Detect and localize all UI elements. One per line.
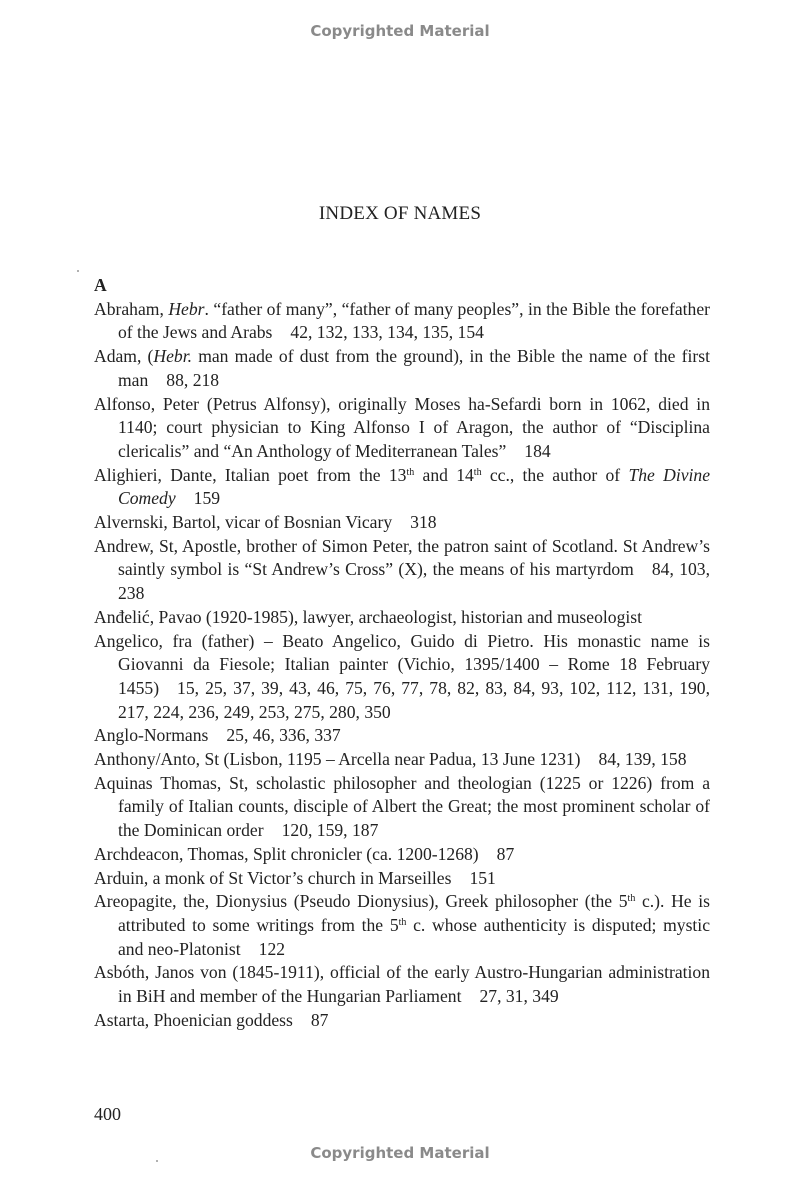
- page-refs: 42, 132, 133, 134, 135, 154: [290, 322, 484, 343]
- page-refs: 25, 46, 336, 337: [226, 725, 341, 746]
- index-entry: Adam, (Hebr. man made of dust from the ground), in the Bible the name of the first man 88, 218: [94, 346, 710, 390]
- index-entry: Arduin, a monk of St Victor’s church in Marseilles 151: [94, 867, 496, 888]
- page-title: INDEX OF NAMES: [318, 203, 482, 224]
- index-entry: Anđelić, Pavao (1920-1985), lawyer, archaeologist, historian and museologist: [94, 606, 642, 627]
- page-refs: 84, 139, 158: [598, 749, 687, 770]
- page-refs: 87: [310, 1009, 329, 1030]
- page-refs: 120, 159, 187: [281, 820, 379, 841]
- page-refs: 87: [496, 843, 515, 864]
- page-refs: 27, 31, 349: [479, 986, 559, 1007]
- copyright-watermark-bottom: Copyrighted Material: [310, 1144, 490, 1162]
- index-entry: Archdeacon, Thomas, Split chronicler (ca. 1200-1268) 87: [94, 843, 515, 864]
- index-entry: Anglo-Normans 25, 46, 336, 337: [94, 725, 341, 746]
- index-entry: Alvernski, Bartol, vicar of Bosnian Vicary 318: [94, 512, 437, 533]
- page-refs: 15, 25, 37, 39, 43, 46, 75, 76, 77, 78, 82, 83, 84, 93, 102, 112, 131, 190, 217, 224, 236, 249, 253, 275, 280, 350: [118, 677, 710, 722]
- page-refs: 88, 218: [166, 369, 220, 390]
- index-entry: Alighieri, Dante, Italian poet from the 13th and 14th cc., the author of The Divine Comedy 159: [94, 464, 711, 509]
- copyright-watermark-top: Copyrighted Material: [310, 22, 490, 40]
- page-refs: 122: [258, 938, 286, 959]
- page-refs: 159: [193, 488, 221, 509]
- page-refs: 318: [410, 512, 437, 533]
- index-entry: Areopagite, the, Dionysius (Pseudo Dionysius), Greek philosopher (the 5th c.). He is attributed to some writings from the 5th c. whose authenticity is disputed; mystic and neo-Platonist 122: [94, 891, 710, 959]
- index-entry: Abraham, Hebr. “father of many”, “father of many peoples”, in the Bible the forefather of the Jews and Arabs 42, 132, 133, 134, 135, 154: [94, 298, 710, 343]
- scan-speck: [77, 270, 79, 272]
- index-entry: Angelico, fra (father) – Beato Angelico, Guido di Pietro. His monastic name is Giovanni da Fiesole; Italian painter (Vichio, 1395/1400 – Rome 18 February 1455) 15, 25, 37, 39, 43, 46, 75, 76, 77, 78, 82, 83, 84, 93, 102, 112, 131, 190, 217, 224, 236, 249, 253, 275, 280, 350: [94, 630, 710, 722]
- page-refs: 151: [469, 867, 496, 888]
- index-entry: Aquinas Thomas, St, scholastic philosopher and theologian (1225 or 1226) from a family of Italian counts, disciple of Albert the Great; the most prominent scholar of the Dominican order 120, 159, 187: [94, 772, 710, 841]
- page-refs: 84, 103, 238: [118, 559, 710, 604]
- page-number: 400: [94, 1104, 121, 1124]
- index-entry: Andrew, St, Apostle, brother of Simon Peter, the patron saint of Scotland. St Andrew’s saintly symbol is “St Andrew’s Cross” (X), the means of his martyrdom 84, 103, 238: [94, 535, 710, 604]
- index-entry: Alfonso, Peter (Petrus Alfonsy), originally Moses ha-Sefardi born in 1062, died in 1140; court physician to King Alfonso I of Aragon, the author of “Disciplina clericalis” and “An Anthology of Mediterranean Tales” 184: [94, 393, 710, 461]
- index-entry: Anthony/Anto, St (Lisbon, 1195 – Arcella near Padua, 13 June 1231) 84, 139, 158: [94, 749, 687, 770]
- index-body: [94, 274, 710, 1033]
- section-letter: A: [94, 275, 107, 295]
- index-entry: Asbóth, Janos von (1845-1911), official of the early Austro-Hungarian administration in BiH and member of the Hungarian Parliament 27, 31, 349: [94, 962, 710, 1007]
- index-entry: Astarta, Phoenician goddess 87: [94, 1009, 329, 1030]
- page-refs: 184: [524, 440, 551, 461]
